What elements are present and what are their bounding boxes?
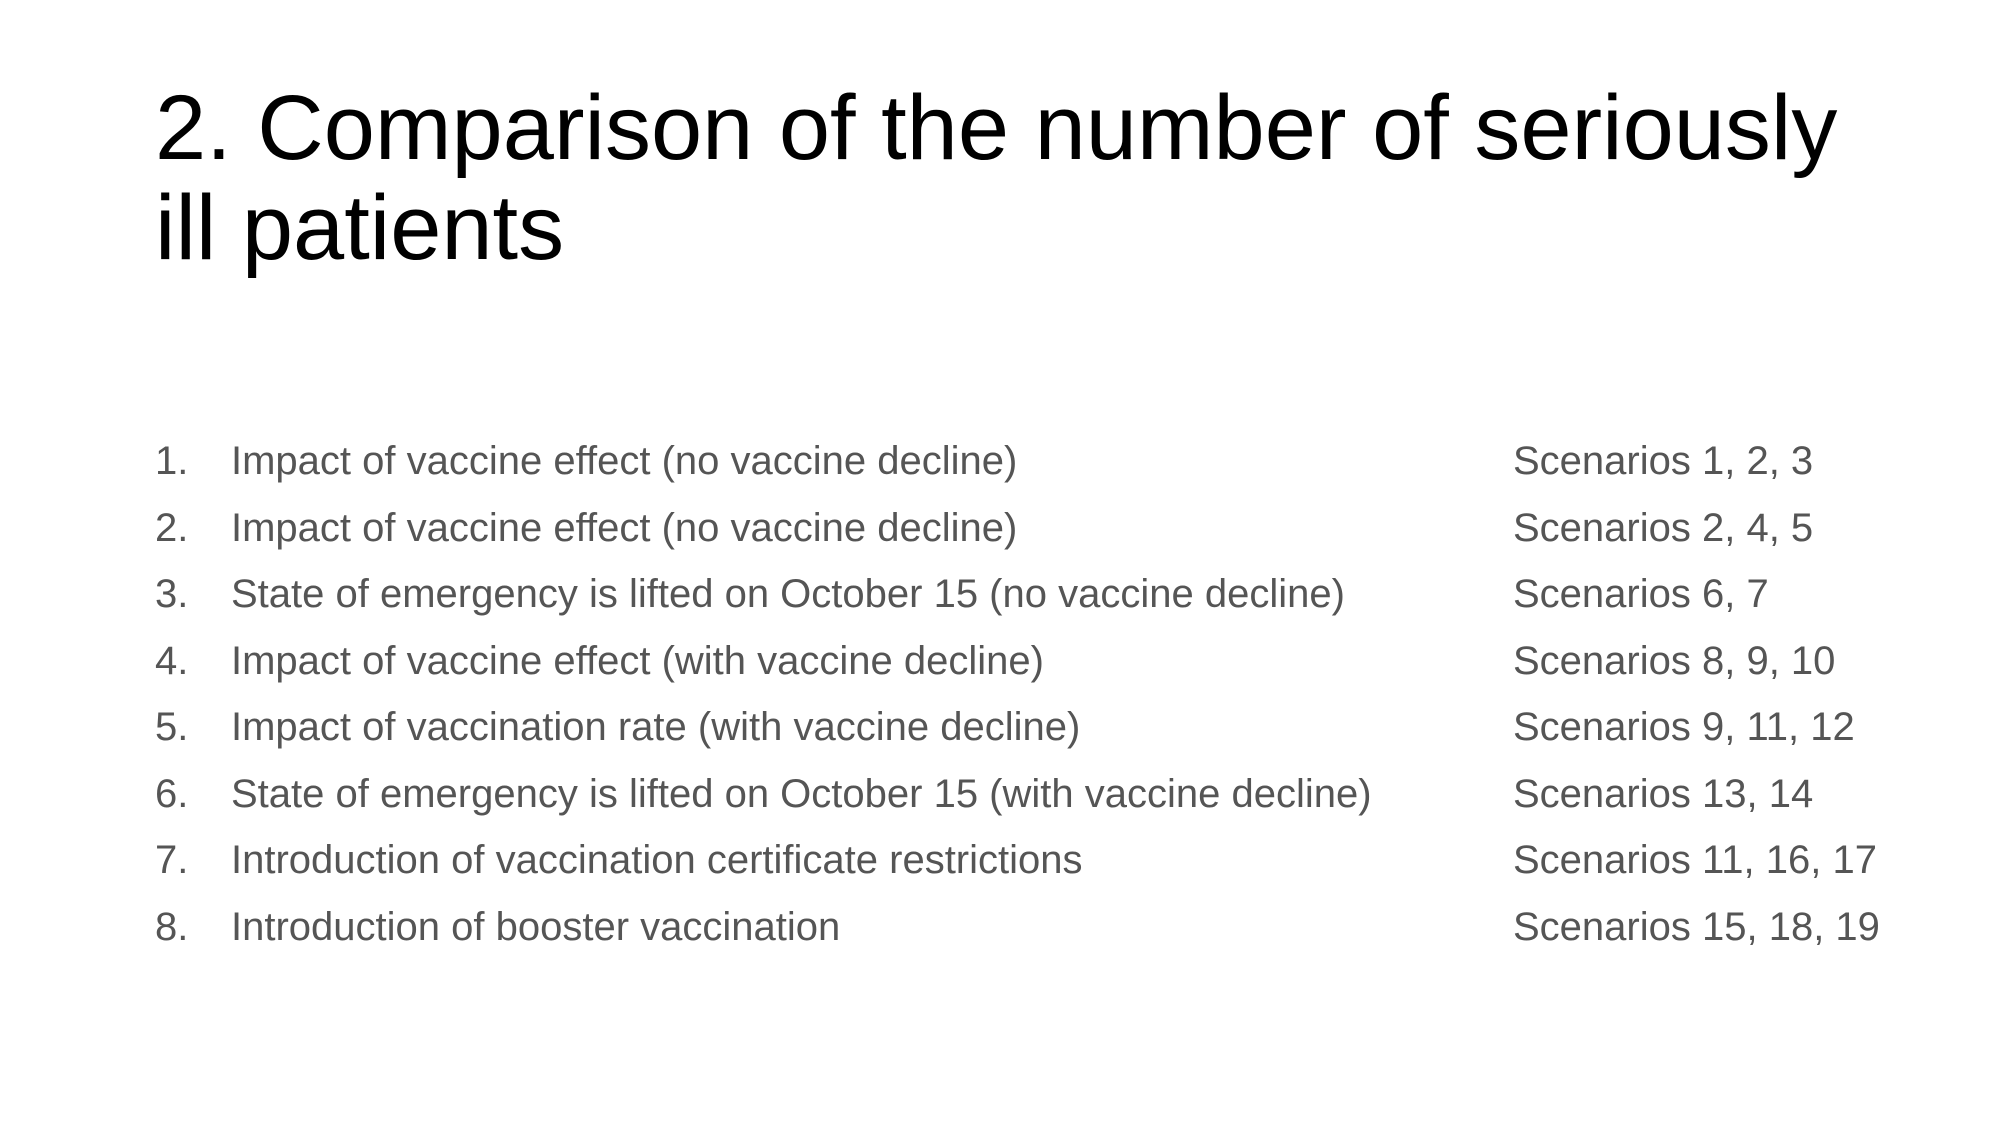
list-item	[155, 894, 1915, 961]
item-scenarios: Scenarios 9, 11, 12	[1513, 705, 1855, 749]
list-item	[155, 827, 1915, 894]
slide-title: 2. Comparison of the number of seriously ill patients	[155, 77, 1838, 279]
item-label: Impact of vaccine effect (with vaccine decline)	[231, 638, 1044, 683]
item-scenarios: Scenarios 11, 16, 17	[1513, 838, 1877, 882]
item-number: 8.	[155, 904, 189, 949]
item-label: Impact of vaccine effect (no vaccine decline)	[231, 505, 1018, 550]
item-label: State of emergency is lifted on October 15 (no vaccine decline)	[231, 572, 1345, 616]
item-label: Introduction of booster vaccination	[231, 904, 841, 949]
list-item	[155, 428, 1915, 495]
list-item	[155, 761, 1915, 828]
item-label: Impact of vaccination rate (with vaccine decline)	[231, 705, 1081, 749]
item-scenarios: Scenarios 2, 4, 5	[1513, 505, 1814, 550]
item-label: Impact of vaccine effect (no vaccine decline)	[231, 439, 1018, 483]
list-item	[155, 628, 1915, 695]
item-number: 4.	[155, 638, 189, 683]
item-label: State of emergency is lifted on October 15 (with vaccine decline)	[231, 771, 1372, 816]
list-item	[155, 694, 1915, 761]
item-scenarios: Scenarios 1, 2, 3	[1513, 439, 1814, 483]
item-number: 3.	[155, 572, 189, 616]
item-number: 7.	[155, 838, 189, 882]
item-number: 2.	[155, 505, 189, 550]
item-number: 5.	[155, 705, 189, 749]
list-item	[155, 561, 1915, 628]
item-scenarios: Scenarios 8, 9, 10	[1513, 638, 1836, 683]
list-item	[155, 495, 1915, 562]
item-scenarios: Scenarios 13, 14	[1513, 771, 1814, 816]
item-scenarios: Scenarios 15, 18, 19	[1513, 904, 1880, 949]
item-label: Introduction of vaccination certificate restrictions	[231, 838, 1083, 882]
item-scenarios: Scenarios 6, 7	[1513, 572, 1769, 616]
item-number: 6.	[155, 771, 189, 816]
item-number: 1.	[155, 439, 189, 483]
comparison-list	[155, 428, 1915, 960]
